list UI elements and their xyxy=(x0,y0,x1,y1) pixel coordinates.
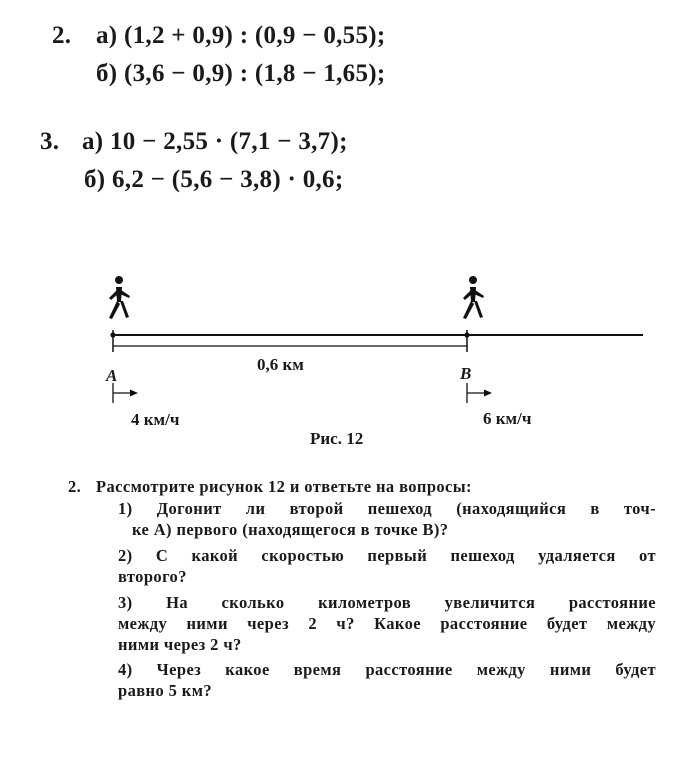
exercise-3b-expression: б) 6,2 − (5,6 − 3,8) · 0,6; xyxy=(84,166,344,193)
speed-arrow-a-icon xyxy=(113,383,138,403)
question-3-line-3: ними через 2 ч? xyxy=(118,635,242,654)
speed-arrow-b-icon xyxy=(467,383,492,403)
question-3 xyxy=(118,592,656,655)
speed-b-label: 6 км/ч xyxy=(483,409,532,428)
question-1-line-1: 1) Догонит ли второй пешеход (находящийся в точ- xyxy=(118,499,656,518)
point-a-label: A xyxy=(106,366,118,385)
question-4-line-1: 4) Через какое время расстояние между ними будет xyxy=(118,660,656,679)
exercise-2b-expression: б) (3,6 − 0,9) : (1,8 − 1,65); xyxy=(96,60,386,87)
exercise-2a-expression: а) (1,2 + 0,9) : (0,9 − 0,55); xyxy=(96,22,386,49)
exercise-3a-expression: а) 10 − 2,55 · (7,1 − 3,7); xyxy=(82,128,348,155)
question-2 xyxy=(118,545,656,587)
exercise-2-number: 2. xyxy=(52,22,72,49)
question-1-line-2: ке A) первого (находящегося в точке B)? xyxy=(132,520,449,539)
question-1 xyxy=(118,498,656,540)
speed-a-label: 4 км/ч xyxy=(131,410,180,429)
point-b-dot xyxy=(464,332,469,337)
exercise-3-number: 3. xyxy=(40,128,60,155)
question-2-line-1: 2) С какой скоростью первый пешеход удаляется от xyxy=(118,546,656,565)
question-3-line-2: между ними через 2 ч? Какое расстояние будет между xyxy=(118,614,656,633)
point-b-label: B xyxy=(460,364,472,383)
point-a-dot xyxy=(110,332,115,337)
question-3-line-1: 3) На сколько километров увеличится расстояние xyxy=(118,593,656,612)
question-4 xyxy=(118,659,656,701)
distance-label: 0,6 км xyxy=(257,355,304,374)
task-intro: Рассмотрите рисунок 12 и ответьте на вопросы: xyxy=(96,477,472,496)
task-number: 2. xyxy=(68,477,82,496)
figure-caption: Рис. 12 xyxy=(310,429,364,448)
figure-12 xyxy=(0,262,673,462)
question-4-line-2: равно 5 км? xyxy=(118,681,212,700)
walker-b-icon xyxy=(463,276,484,319)
question-2-line-2: второго? xyxy=(118,567,187,586)
walker-a-icon xyxy=(109,276,130,319)
